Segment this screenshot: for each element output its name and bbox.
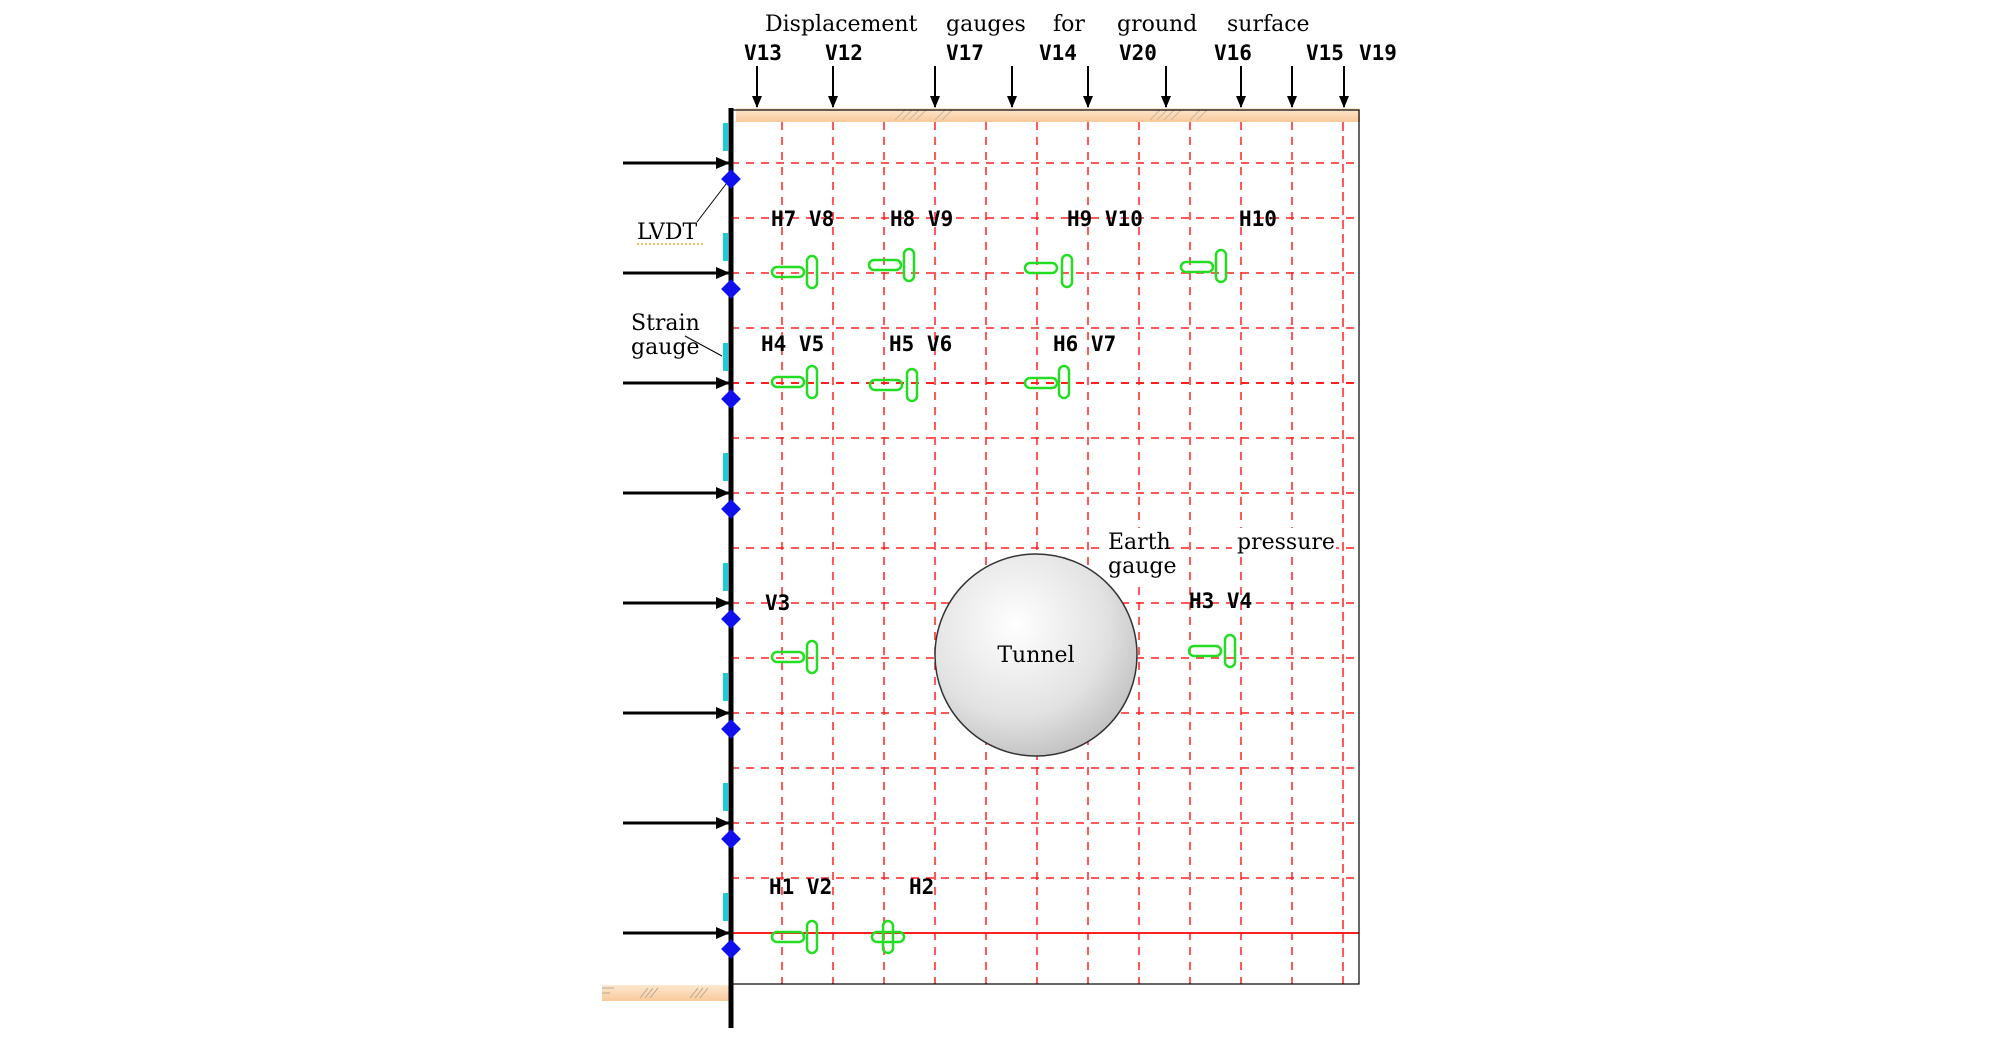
strain-gauge-label: Strain xyxy=(631,311,700,336)
lvdt-marker xyxy=(721,719,741,739)
strain-gauge-marker xyxy=(723,233,728,261)
lvdt-marker xyxy=(721,389,741,409)
vertical-gauge xyxy=(1062,255,1072,287)
vertical-gauge xyxy=(1225,635,1235,667)
gauge-group-label: H10 xyxy=(1239,207,1277,231)
earth-pressure-label: pressure xyxy=(1237,530,1335,555)
load-arrows xyxy=(623,163,729,933)
title-word-5: surface xyxy=(1227,12,1310,37)
base-band xyxy=(602,985,730,1001)
gauge-group-label: V3 xyxy=(765,591,791,615)
strain-gauge-marker xyxy=(723,453,728,481)
surface-gauge-label: V15 xyxy=(1306,41,1344,65)
title-word-3: for xyxy=(1053,12,1085,37)
title-word-4: ground xyxy=(1117,12,1198,37)
strain-gauge-marker xyxy=(723,893,728,921)
gauge-group-label: H1 V2 xyxy=(769,875,833,899)
horizontal-gauge xyxy=(772,652,804,662)
title-word-2: gauges xyxy=(946,12,1026,37)
strain-gauge-label: gauge xyxy=(631,335,700,360)
horizontal-gauge xyxy=(870,380,902,390)
title-word-1: Displacement xyxy=(765,12,918,37)
horizontal-gauge xyxy=(869,260,901,270)
gauge-group-label: H8 V9 xyxy=(890,207,954,231)
surface-gauge-label: V16 xyxy=(1214,41,1252,65)
vertical-gauge xyxy=(807,641,817,673)
gauge-group-label: H4 V5 xyxy=(761,332,825,356)
gauge-group-label: H2 xyxy=(909,875,935,899)
surface-gauge-label: V12 xyxy=(825,41,863,65)
strain-gauge-marker xyxy=(723,673,728,701)
lvdt-label: LVDT xyxy=(637,220,698,245)
lvdt-marker xyxy=(721,609,741,629)
lvdt-marker xyxy=(721,279,741,299)
gauge-group-label: H7 V8 xyxy=(771,207,835,231)
gauge-group-label: H5 V6 xyxy=(889,332,953,356)
surface-gauge-label: V19 xyxy=(1359,41,1397,65)
tunnel-label: Tunnel xyxy=(997,643,1075,668)
surface-gauge-label: V20 xyxy=(1119,41,1157,65)
horizontal-gauge xyxy=(772,267,804,277)
gauge-group-label: H3 V4 xyxy=(1189,589,1253,613)
vertical-gauge xyxy=(904,249,914,281)
gauge-group-label: H6 V7 xyxy=(1053,332,1117,356)
earth-pressure-label: gauge xyxy=(1108,554,1177,579)
lvdt-marker xyxy=(721,939,741,959)
surface-arrows xyxy=(757,66,1344,107)
strain-gauge-marker xyxy=(723,123,728,151)
vertical-gauge xyxy=(807,921,817,953)
horizontal-gauge xyxy=(1181,262,1213,272)
vertical-gauge xyxy=(907,369,917,401)
lvdt-leader xyxy=(697,184,726,222)
horizontal-gauge xyxy=(1189,646,1221,656)
surface-gauge-label: V13 xyxy=(744,41,782,65)
vertical-gauge xyxy=(807,256,817,288)
lvdt-marker xyxy=(721,829,741,849)
surface-gauge-label: V17 xyxy=(946,41,984,65)
lvdt-marker xyxy=(721,499,741,519)
strain-gauge-marker xyxy=(723,783,728,811)
surface-gauge-label: V14 xyxy=(1039,41,1077,65)
gauge-group-label: H9 V10 xyxy=(1067,207,1143,231)
horizontal-gauge xyxy=(1025,263,1057,273)
earth-pressure-label: Earth xyxy=(1108,530,1171,555)
vertical-gauge xyxy=(1216,250,1226,282)
strain-gauge-marker xyxy=(723,343,728,371)
strain-gauge-marker xyxy=(723,563,728,591)
